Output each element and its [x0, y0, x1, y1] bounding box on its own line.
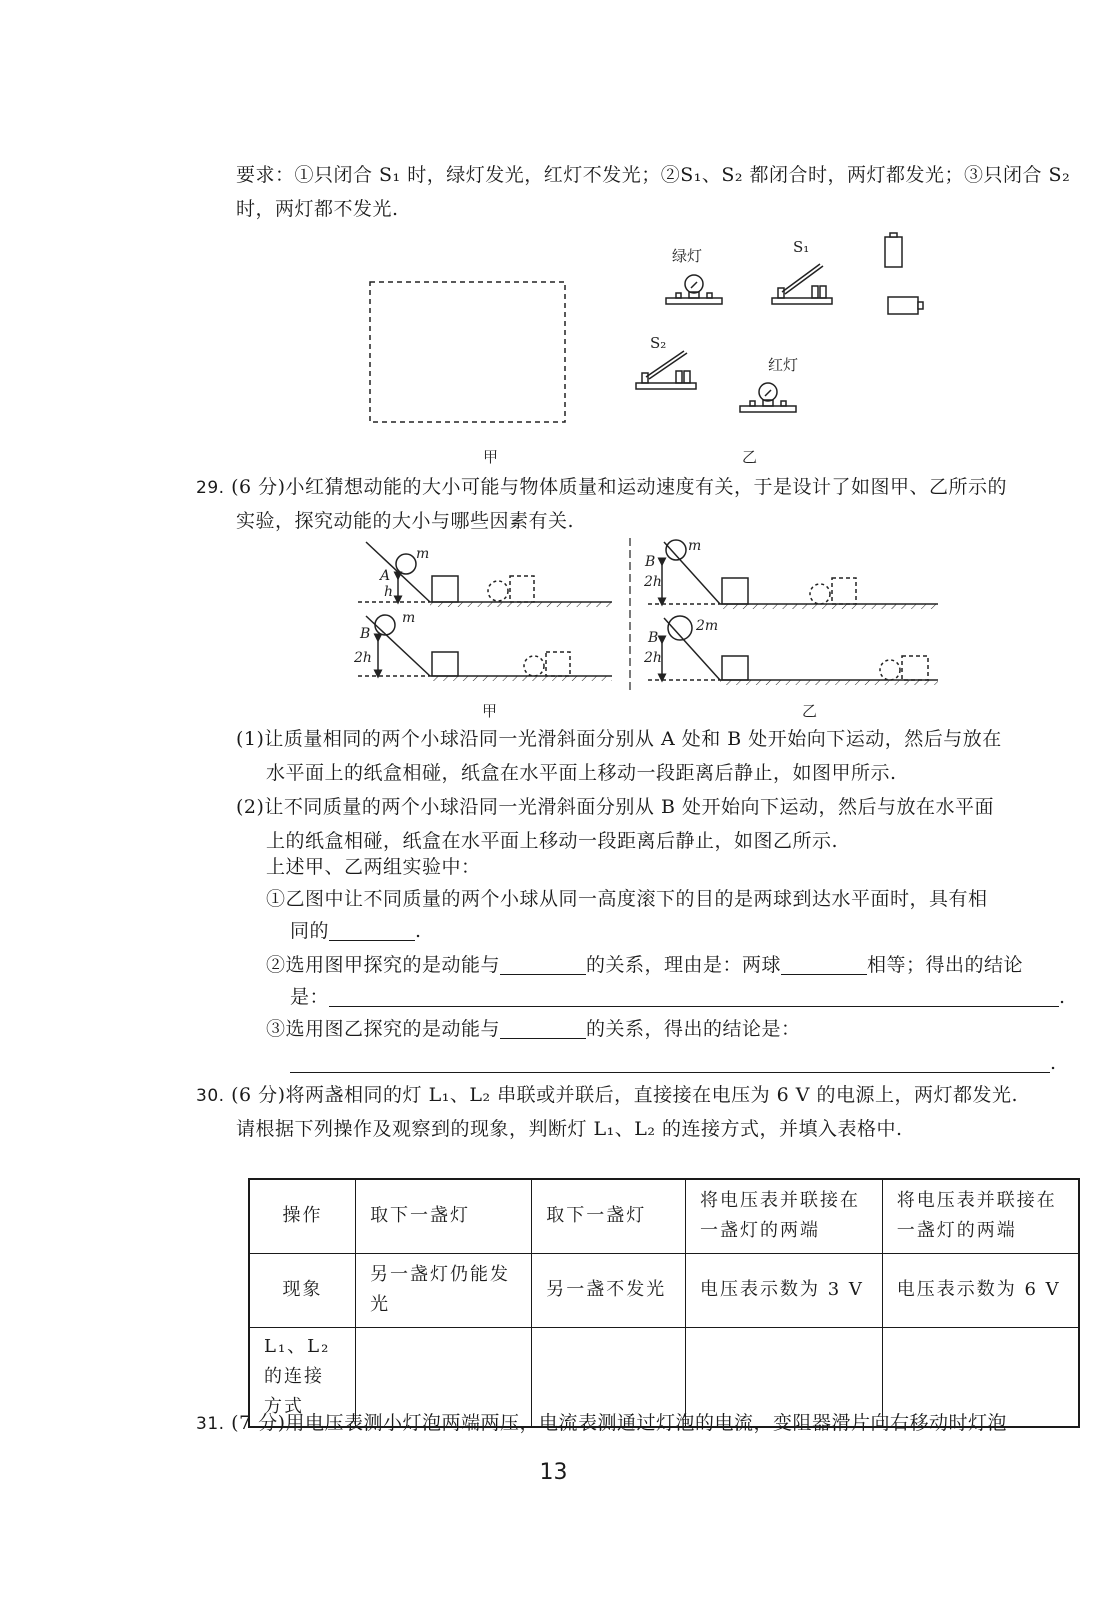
q29-sub3-line1: ③选用图乙探究的是动能与 的关系，得出的结论是：	[266, 1018, 801, 1040]
switch-s1-label: S₁	[793, 238, 810, 256]
q29-sub2-line1: ②选用图甲探究的是动能与 的关系，理由是：两球 相等；得出的结论	[266, 954, 1024, 976]
q29-number: 29.	[196, 478, 225, 498]
table-cell: 另一盏不发光	[532, 1253, 686, 1327]
q28-caption-yi: 乙	[742, 448, 758, 466]
fig-h-label: h	[384, 584, 394, 600]
green-lamp-label: 绿灯	[672, 247, 703, 265]
table-cell: 取下一盏灯	[532, 1179, 686, 1253]
fig-a-label: A	[380, 568, 391, 584]
switch-s2-label: S₂	[650, 334, 667, 352]
q28-figure	[0, 0, 1107, 480]
q29-p1-line1: (1)让质量相同的两个小球沿同一光滑斜面分别从 A 处和 B 处开始向下运动，然后与放在	[236, 728, 1002, 750]
answer-blank-4[interactable]	[329, 984, 1059, 1007]
q29-caption-yi: 乙	[802, 702, 818, 720]
switch-s1-icon	[772, 264, 832, 304]
red-lamp-icon	[740, 383, 796, 412]
switch-s2-icon	[636, 351, 696, 389]
q28-caption-jia: 甲	[483, 448, 499, 466]
fig-m-label-2: m	[402, 610, 416, 626]
q30-table	[248, 1178, 1080, 1428]
q31-stem-line1: 31. (7 分)用电压表测小灯泡两端两压，电流表测通过灯泡的电流，变阻器滑片向右移动时灯泡	[196, 1412, 1008, 1434]
answer-blank-3[interactable]	[781, 952, 867, 975]
q29-caption-jia: 甲	[482, 702, 498, 720]
q29-stem-line2: 实验，探究动能的大小与哪些因素有关.	[236, 510, 575, 532]
fig-yi-m-label: m	[688, 538, 702, 554]
q29-figure	[0, 530, 1107, 730]
q30-stem-line1: 30. (6 分)将两盏相同的灯 L₁、L₂ 串联或并联后，直接接在电压为 6 V 的电源上，两灯都发光.	[196, 1084, 1019, 1106]
red-lamp-label: 红灯	[768, 356, 799, 374]
answer-blank-1[interactable]	[329, 918, 415, 941]
fig-yi-2h-label-2: 2h	[644, 650, 662, 666]
q28-requirement-line1: 要求：①只闭合 S₁ 时，绿灯发光，红灯不发光；②S₁、S₂ 都闭合时，两灯都发光；③只闭合 S₂	[236, 164, 1071, 186]
answer-blank-2[interactable]	[500, 952, 586, 975]
table-cell: 将电压表并联接在一盏灯的两端	[686, 1179, 883, 1253]
q29-sub1-line1: ①乙图中让不同质量的两个小球从同一高度滚下的目的是两球到达水平面时，具有相	[266, 888, 988, 910]
page-number: 13	[539, 1460, 568, 1485]
q31-number: 31.	[196, 1414, 225, 1434]
fig-jia-top	[358, 542, 612, 607]
fig-b-label: B	[360, 626, 371, 642]
fig-jia-bottom	[358, 615, 612, 681]
q29-sub2-line2: 是： .	[290, 986, 1066, 1008]
q29-p2-line1: (2)让不同质量的两个小球沿同一光滑斜面分别从 B 处开始向下运动，然后与放在水平面	[236, 796, 994, 818]
table-cell: 取下一盏灯	[356, 1179, 532, 1253]
table-cell: 电压表示数为 3 V	[686, 1253, 883, 1327]
q29-sub3-line2: .	[290, 1048, 1057, 1078]
battery-icon	[885, 233, 902, 267]
fig-yi-b-label: B	[645, 554, 656, 570]
table-cell: 现象	[249, 1253, 356, 1327]
fig-yi-bottom	[648, 616, 938, 685]
q29-intro: 上述甲、乙两组实验中：	[266, 856, 481, 878]
q29-p2-line2: 上的纸盒相碰，纸盒在水平面上移动一段距离后静止，如图乙所示.	[266, 830, 839, 852]
battery-icon-horizontal	[888, 297, 923, 314]
table-row-operation	[249, 1179, 1079, 1253]
fig-2h-label: 2h	[354, 650, 372, 666]
q29-sub1-line2: 同的 .	[290, 920, 422, 942]
table-cell: 将电压表并联接在一盏灯的两端	[882, 1179, 1079, 1253]
answer-blank-5[interactable]	[500, 1016, 586, 1039]
drawing-box[interactable]	[370, 282, 565, 422]
answer-blank-6[interactable]	[290, 1050, 1050, 1073]
fig-m-label: m	[416, 546, 430, 562]
table-cell: 另一盏灯仍能发光	[356, 1253, 532, 1327]
fig-yi-2m-label: 2m	[696, 618, 719, 634]
table-cell: L₁、L₂ 的连接方式	[249, 1327, 356, 1427]
table-cell: 电压表示数为 6 V	[882, 1253, 1079, 1327]
q30-number: 30.	[196, 1086, 225, 1106]
q28-requirement-line2: 时，两灯都不发光.	[236, 198, 399, 220]
fig-yi-b-label-2: B	[648, 630, 659, 646]
table-cell: 操作	[249, 1179, 356, 1253]
q29-stem-line1: 29. (6 分)小红猜想动能的大小可能与物体质量和运动速度有关，于是设计了如图甲、乙所示的	[196, 476, 1008, 498]
q30-stem-line2: 请根据下列操作及观察到的现象，判断灯 L₁、L₂ 的连接方式，并填入表格中.	[236, 1118, 903, 1140]
table-row-phenomenon	[249, 1253, 1079, 1327]
fig-yi-2h-label: 2h	[644, 574, 662, 590]
q29-p1-line2: 水平面上的纸盒相碰，纸盒在水平面上移动一段距离后静止，如图甲所示.	[266, 762, 897, 784]
green-lamp-icon	[666, 275, 722, 304]
